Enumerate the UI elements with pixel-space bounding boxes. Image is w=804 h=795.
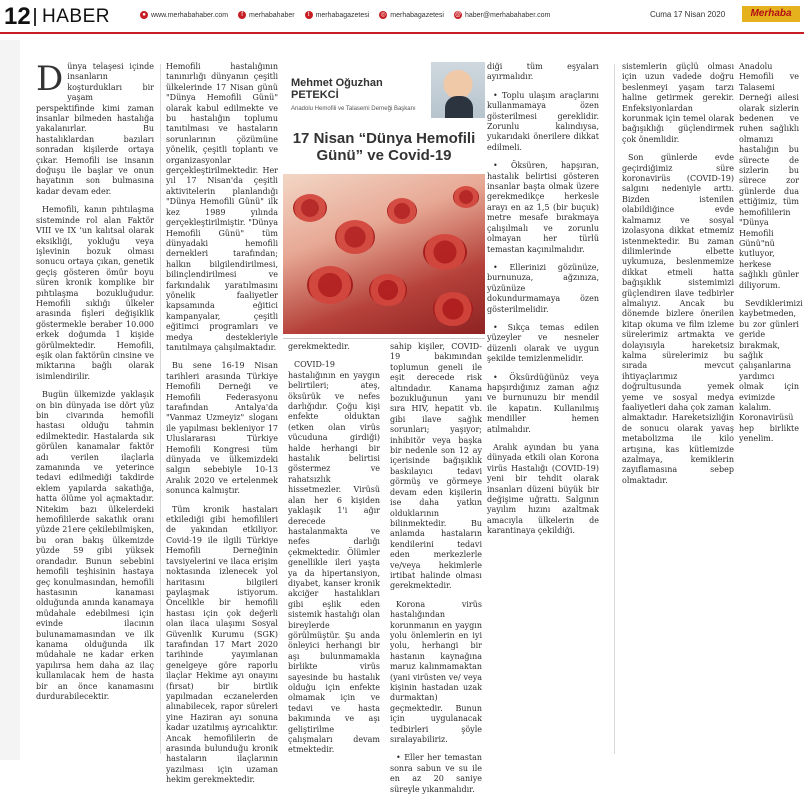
paragraph: gerekmektedir. (288, 342, 350, 351)
article-column-5 (487, 62, 599, 762)
paragraph: Bu sene 16-19 Nisan tarihleri arasında Türkiye Hemofili Derneği ve Hemofili Federasyonu tarafından Antalya'da "Vanmaz Uzmeyiz" sloganı ile yapılması bekleniyor 17 Uluslararası Türkiye Hemofili Kongresi tüm dünyada ve ülkemizdeki salgın sebebiyle 10-13 Aralık 2020 ve ertelenmek sonunca kalmıştır. (166, 361, 278, 496)
paragraph: • Toplu ulaşım araçlarını kullanmamaya özen gösterilmesi gereklidir. Zorunlu kalındıysa, yukarıdaki önerilere dikkat edilmeli. (487, 90, 599, 152)
margin-strip (0, 40, 20, 760)
paragraph: sahip kişiler, COVID-19 bakımından toplumun geneli ile eşit derecede risk altındadır. Kanama bozukluğunun yanı sıra HIV, hepatit vb. gibi ilave sağlık sorunları; yaşıyor; inhibitör veya başka bir nedenle son 12 ay içerisinde bağışıklık baskılayıcı tedavi görmüş ve görmeye devam eden kişilerin ise daha yatkın olduklarının bilinmektedir. Bu anlamda hastaların kendilerini tedavi eden merkezlerle ve/veya hekimlerle irtibat halinde olması gerekmektedir. (390, 342, 482, 591)
header-rule (0, 32, 804, 34)
section-label: HABER (42, 6, 110, 27)
author-panel (283, 62, 485, 118)
blood-cell (433, 292, 473, 326)
blood-cell (307, 266, 353, 304)
article-column-1 (36, 59, 154, 762)
blood-cell (369, 274, 407, 306)
paragraph: diği tüm eşyaları ayırmalıdır. (487, 62, 599, 82)
mail-icon: @ (454, 12, 462, 18)
issue-date: Cuma 17 Nisan 2020 (650, 10, 726, 19)
twitter-icon: t (305, 11, 313, 19)
blood-cell (387, 198, 417, 224)
paragraph: Hemofili, kanın pıhtılaşma sisteminde rol alan Faktör VIII ve IX 'un kalıtsal olarak eksikliği, yokluğu veya işlevinin bozuk olması sonucu ortaya çıkan, genetik geçiş gösteren ömür boyu süren kronik komplike bir pıhtılaşma bozukluğudur. Hemofili sıklığı ülkeler arasında fişleri değişiklik göstermekle beraber 10.000 erkek doğumda 1 kişide görülmektedir. Hemofili, eşik olan faktörün cinsine ve miktarına bağlı olarak isimlendirilir. (36, 205, 154, 381)
paragraph: Korona virüs hastalığından korunmanın en yaygın yolu önlemlerin en iyi yolu, herhangi bir hastanın kaynağına maruz kalınmamaktan (yani virüsten ve/ veya kişinin hastadan uzak durmaktan) geçmektedir. Bunun için uygulanacak tedbirleri şöyle sıralayabiliriz. (390, 599, 482, 745)
facebook-icon: f (238, 11, 246, 19)
paragraph: Aralık ayından bu yana dünyada etkili olan Korona virüs Hastalığı (COVID-19) yeni bir tehdit olarak insanları düzeni büyük bir değişime uğrattı. Salgının yayılım hızını azaltmak amacıyla ülkelerin de karantinaya çekildiği. (487, 443, 599, 536)
paragraph: Dünya telaşesi içinde insanların koşturdukları bir yaşam perspektifinde kimi zaman insanlar bilmeden hastalığa yakalanırlar. Bu hastalıklardan bazıları sonradan kişilerde ortaya çıkar. Hemofili ise insanın doğuşu ile başlar ve onun hayatının son bulmasına kadar devam eder. (36, 59, 154, 196)
blood-cell (293, 194, 327, 222)
paragraph: Sevdiklerimizi kaybetmeden, bu zor günleri geride bırakmak, sağlık çalışanlarına yardımcı olmak için evimizde kalalım. Koronavirüsü hep birlikte yenelim. (739, 298, 803, 444)
section-divider (34, 8, 36, 26)
blood-cell (453, 186, 479, 208)
social-website[interactable]: ● www.merhabahaber.com (140, 11, 228, 19)
blood-cell (423, 234, 467, 270)
paragraph: Hemofili hastalığının tanınırlığı dünyanın çeşitli ülkelerinde 17 Nisan günü "Dünya Hemofili Günü" olarak kabul edilmekte ve bu hastalığın toplumu tanıtılması ve hastaların sorunlarının çözümüne yönelik, çeşitli toplantı ve organizasyonlar gerçekleştirilmektedir. Her yıl 17 Nisan'da çeşitli aktivitelerin planlandığı "Dünya Hemofili Günü" ilk kez 1989 yılında gerçekleştirilmiştir. "Dünya Hemofili Günü" tüm dünyadaki hemofili dernekleri tarafından; halkın bilgilendirilmesi, bilinçlendirilmesi ve farkındalık yaratılmasını yönelik faaliyetler kapsamında eğitici kampanyalar, çeşitli eğitimci programları ve medya destekleriyle tanıtılmaya çalışılmaktadır. (166, 62, 278, 352)
paragraph: • Öksüren, hapşıran, hastalık belirtisi gösteren insanlar başta olmak üzere gerekmedikçe herkesle arayı en az 1,5 (bir buçuk) metre mesafe bırakmaya çalışılmalı ve zorunlu olmayan her türlü temastan kaçınılmalıdır. (487, 161, 599, 254)
author-surname: PETEKCİ (291, 89, 339, 101)
paragraph: • Öksürdüğünüz veya hapşırdığınız zaman ağız ve burnunuzu bir mendil ile kapatın. Kullanılmış mendiller hemen atılmalıdır. (487, 372, 599, 434)
article-column-7 (739, 62, 803, 762)
globe-icon: ● (140, 11, 148, 19)
article-column-6 (622, 62, 734, 762)
social-instagram[interactable]: ◎ merhabagazetesi (380, 11, 444, 19)
column-divider (160, 64, 161, 754)
column-divider (614, 64, 615, 754)
social-twitter[interactable]: t merhabagazetesi (305, 11, 370, 19)
masthead (0, 0, 804, 34)
author-role: Anadolu Hemofili ve Talasemi Derneği Başkanı (291, 106, 416, 112)
drop-cap: D (36, 59, 64, 99)
paragraph: Anadolu Hemofili ve Talasemi Derneği ailesi olarak sizlerin bedenen ve ruhen sağlıklı olmanızı hastalığın bu sürecte de sizlerin bu sürece zor günlerde dua ettiğimiz, tüm hemofililerin "Dünya Hemofili Günü"nü kutluyor, herkese sağlıklı günler diliyorum. (739, 62, 799, 290)
article-column-3 (288, 342, 380, 762)
paragraph: • Sıkça temas edilen yüzeyler ve nesneler düzenli olarak ve uygun şekilde temizlenmelidir. (487, 322, 599, 364)
article-column-4 (390, 342, 482, 794)
paragraph: COVID-19 hastalığının en yaygın belirtileri; ateş, öksürük ve nefes darlığıdır. Çoğu kişi enfekte olduktan (etken olan virüs vücuduna girdiği) halde herhangi bir hastalık belirtisi göstermez ve rahatsızlık hissetmezler. Virüsü alan her 6 kişiden yaklaşık 1'i ağır derecede hastalanmakta ve nefes darlığı çekmektedir. Ölümler genellikle ileri yaşta ya da hipertansiyon, diyabet, kanser kronik akciğer hastalıkları gibi eşlik eden sistemik hastalığı olan bireylerde görülmüştür. Şu anda önleyici herhangi bir aşı bulunmamakla birlikte virüs sayesinde bu hastalık olduğu için enfekte olmamak için ve tedavi ve hasta bakımında ve aşı geliştirilme çalışmaları devam etmektedir. (288, 360, 380, 755)
paragraph: Son günlerde evde geçirdiğimiz süre koronavirüs (COVID-19) salgını nedeniyle arttı. Bizden istenilen olabildiğince evde kalmamız ve sosyal izolasyona dikkat etmemiz istenmektedir. Bu zaman dilimlerinde elbette uykumuza, beslenmemize dikkat etmeli hatta bağışıklık sistemimizi güçlendiren ilave tedbirler almalıyız. Ancak bu dönemde bizlere önerilen kitap okuma ve film izleme sürelerimiz artmakta ve dolayısıyla hareketsiz kalma sürelerimiz bu sırada mevcut ihtiyaçlarımız doğrultusunda yemek yeme ve sosyal medya faaliyetleri daha çok zaman almaktadır. Hareketsizliğin de sonucu olarak yavaş metabolizma ile kilo artışına, kas kütlemizde azalmaya, kemiklerin zayıflamasına sebep olmaktadır. (622, 153, 734, 485)
social-links (140, 11, 550, 19)
instagram-icon: ◎ (380, 12, 386, 18)
author-portrait (431, 62, 485, 118)
article-column-2 (166, 62, 278, 785)
hero-image-blood-cells (283, 174, 485, 334)
portrait-shoulders (445, 96, 473, 118)
feature-box (283, 62, 485, 339)
paragraph: Bugün ülkemizde yaklaşık on bin dünyada ise dört yüz bin civarında hemofili hastası olduğu tahmin edilmektedir. Hastalarda sık görülen kanamalar faktör adı verilen ilaçlarla zamanında ve yeterince tedavi edilmediği takdirde eklem yapılarda sakatlığa, hatta ölüme yol açmaktadır. Nitekim bazı ülkelerdeki hemofililerde sakatlık oranı yüzde 21ere çekilebilmişken, bu oran bakış ülkemizde yüzde 59 gibi yüksek orandadır. Bunun sebebini hemofili teşhisinin hastaya geç konulmasından, hemofili hastasının kanaması olduğunda anında kanamaya müdahale edebilmesi için evinde ilacının bulunamamasından ve ilk kanama olduğunda ilk müdahale ne kadar erken yapılırsa hem daha az ilaç kullanılacak hem de hasta bir an önce kanamasını durdurabilecektir. (36, 390, 154, 701)
social-mail[interactable]: @ haber@merhabahaber.com (454, 11, 551, 19)
page-number: 12 (4, 3, 31, 30)
paragraph: • Eller her temastan sonra sabun ve su ile en az 20 saniye süreyle yıkanmalıdır. (390, 753, 482, 794)
brand-logo: Merhaba (742, 6, 800, 22)
social-facebook[interactable]: f merhabahaber (238, 11, 295, 19)
paragraph: sistemlerin güçlü olması için uzun vadede doğru beslenmeyi yaşam tarzı haline getirmek gerekir. Enfeksiyonlardan korunmak için temel olarak bağışıklığı güçlendirmek çok önemlidir. (622, 62, 734, 144)
paragraph: Tüm kronik hastaları etkilediği gibi hemofilileri de yakından etkiliyor. Covid-19 ile ilgili Türkiye Hemofili Derneğinin tavsiyelerini ve ilaca erişim noktasında izlenecek yol haritasını bilgileri paylaşmak istiyorum. Öncelikle bir hemofili hastası için çok değerli olan ilaca ulaşımı Sosyal Güvenlik Kurumu (SGK) tarafından 17 Mart 2020 tarihinde yayımlanan genelgeye göre raporlu ilaçlar Hekime ayı onayını (fırsat) bir birtlik yapılmadan eczanelerden alınabilecek, rapor süreleri yine Haziran ayı sonuna kadar uzatılmış ayrıcalıktır. Ancak hemofililerin de arasında bulunduğu kronik hastaların ilaçlarının yazılması için uzaman hekim gerekmektedir. (166, 504, 278, 785)
author-name: Mehmet Oğuzhan (291, 77, 383, 89)
article-headline: 17 Nisan “Dünya Hemofili Günü” ve Covid-19 (292, 130, 476, 164)
paragraph: • Ellerinizi gözünüze, burnunuza, ağzınıza, yüzünüze dokundurmamaya özen gösterilmelidir. (487, 262, 599, 314)
blood-cell (335, 220, 375, 254)
